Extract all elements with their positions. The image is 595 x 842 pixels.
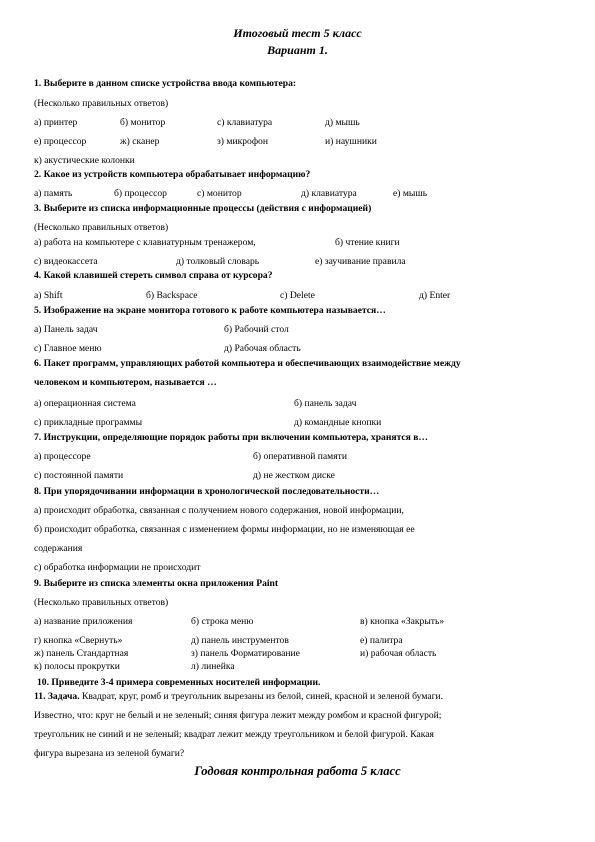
question-5: 5. Изображение на экране монитора готового к работе компьютера называется… — [34, 305, 386, 316]
question-1-options-row-1 — [34, 117, 554, 129]
option: б) чтение книги — [335, 237, 400, 248]
question-1-options-row-2 — [34, 136, 554, 148]
option: с) постоянной памяти — [34, 470, 124, 481]
option: ж) панель Стандартная — [34, 648, 129, 659]
option: б) оперативной памяти — [253, 451, 347, 462]
option: б) Рабочий стол — [224, 324, 289, 335]
option: б) строка меню — [191, 616, 254, 627]
option: е) палитра — [360, 635, 403, 646]
option: д) мышь — [325, 117, 360, 128]
option: в) кнопка «Закрыть» — [360, 616, 445, 627]
variant-title: Вариант 1. — [267, 43, 328, 57]
option: с) монитор — [197, 188, 242, 199]
option: д) клавиатура — [301, 188, 357, 199]
option: б) монитор — [120, 117, 166, 128]
option: г) кнопка «Свернуть» — [34, 635, 123, 646]
option: а) процессоре — [34, 451, 91, 462]
option: е) процессор — [34, 136, 87, 147]
option: а) Shift — [34, 290, 63, 301]
question-7-options-row-2 — [34, 470, 554, 482]
option: а) принтер — [34, 117, 78, 128]
option: а) память — [34, 188, 73, 199]
option: б) Backspace — [146, 290, 198, 301]
option: з) микрофон — [217, 136, 268, 147]
question-8: 8. При упорядочивании информации в хронологической последовательности… — [34, 486, 380, 497]
option: ж) сканер — [120, 136, 160, 147]
question-9-note: (Несколько правильных ответов) — [34, 597, 169, 608]
test-title: Итоговый тест 5 класс — [233, 26, 362, 40]
question-11-line-2: Известно, что: круг не белый и не зеленый; синяя фигура лежит между ромбом и красной фигурой; — [34, 710, 442, 721]
option: е) заучивание правила — [315, 256, 406, 267]
question-10: 10. Приведите 3-4 примера современных носителей информации. — [37, 677, 321, 688]
option: с) Главное меню — [34, 343, 102, 354]
question-8-option-a: а) происходит обработка, связанная с получением нового содержания, новой информации, — [34, 505, 404, 516]
option: с) клавиатура — [217, 117, 273, 128]
question-8-option-b: б) происходит обработка, связанная с изменением формы информации, но не изменяющая ее — [34, 524, 415, 535]
option: д) командные кнопки — [294, 417, 382, 428]
question-7: 7. Инструкции, определяющие порядок работы при включении компьютера, хранятся в… — [34, 432, 429, 443]
question-6-options-row-1 — [34, 398, 554, 410]
question-4-options — [34, 290, 554, 302]
question-11-line-1 — [34, 691, 443, 703]
question-9: 9. Выберите из списка элементы окна приложения Paint — [34, 578, 279, 589]
question-2-options — [34, 188, 554, 200]
question-11-label: 11. Задача. — [34, 691, 80, 702]
option: к) полосы прокрутки — [34, 661, 120, 672]
question-1: 1. Выберите в данном списке устройства ввода компьютера: — [34, 78, 297, 89]
question-3: 3. Выберите из списка информационные процессы (действия с информацией) — [34, 203, 372, 214]
option: е) мышь — [393, 188, 428, 199]
option: д) Рабочая область — [224, 343, 301, 354]
question-11-line-4: фигура вырезана из зеленой бумаги? — [34, 748, 185, 759]
option: и) наушники — [325, 136, 377, 147]
option: б) панель задач — [294, 398, 357, 409]
question-9-options-row-1 — [34, 616, 554, 628]
question-6-options-row-2 — [34, 417, 554, 429]
question-3-options-row-2 — [34, 256, 554, 268]
option: а) Панель задач — [34, 324, 98, 335]
question-8-option-c: с) обработка информации не происходит — [34, 562, 201, 573]
option: с) видеокассета — [34, 256, 98, 267]
question-9-options-row-2 — [34, 635, 554, 647]
question-1-option-k: к) акустические колонки — [34, 155, 135, 166]
option: д) Enter — [419, 290, 451, 301]
question-8-option-b-continued: содержания — [34, 543, 83, 554]
option: д) толковый словарь — [176, 256, 260, 267]
question-3-note: (Несколько правильных ответов) — [34, 222, 169, 233]
question-11-text: Квадрат, круг, ромб и треугольник вырезаны из белой, синей, красной и зеленой бумаги. — [79, 691, 444, 702]
question-3-options-row-1 — [34, 237, 554, 249]
option: и) рабочая область — [360, 648, 437, 659]
question-11-line-3: треугольник не синий и не зеленый; квадрат лежит между треугольником и белой фигурой. Какая — [34, 729, 434, 740]
question-9-options-row-4 — [34, 661, 554, 673]
option: б) процессор — [114, 188, 167, 199]
option: д) панель инструментов — [191, 635, 289, 646]
footer-title: Годовая контрольная работа 5 класс — [194, 764, 401, 778]
question-5-options-row-2 — [34, 343, 554, 355]
option: с) прикладные программы — [34, 417, 143, 428]
question-6-continued: человеком и компьютером, называется … — [34, 377, 217, 388]
option: д) не жестком диске — [253, 470, 335, 481]
option: л) линейка — [191, 661, 235, 672]
question-9-options-row-3 — [34, 648, 554, 660]
question-4: 4. Какой клавишей стереть символ справа от курсора? — [34, 270, 273, 281]
question-7-options-row-1 — [34, 451, 554, 463]
option: а) операционная система — [34, 398, 136, 409]
question-5-options-row-1 — [34, 324, 554, 336]
question-1-note: (Несколько правильных ответов) — [34, 98, 169, 109]
option: а) название приложения — [34, 616, 133, 627]
option: з) панель Форматирование — [191, 648, 300, 659]
question-6: 6. Пакет программ, управляющих работой компьютера и обеспечивающих взаимодействие между — [34, 358, 461, 369]
option: с) Delete — [280, 290, 315, 301]
question-2: 2. Какое из устройств компьютера обрабатывает информацию? — [34, 169, 311, 180]
option: а) работа на компьютере с клавиатурным тренажером, — [34, 237, 256, 248]
